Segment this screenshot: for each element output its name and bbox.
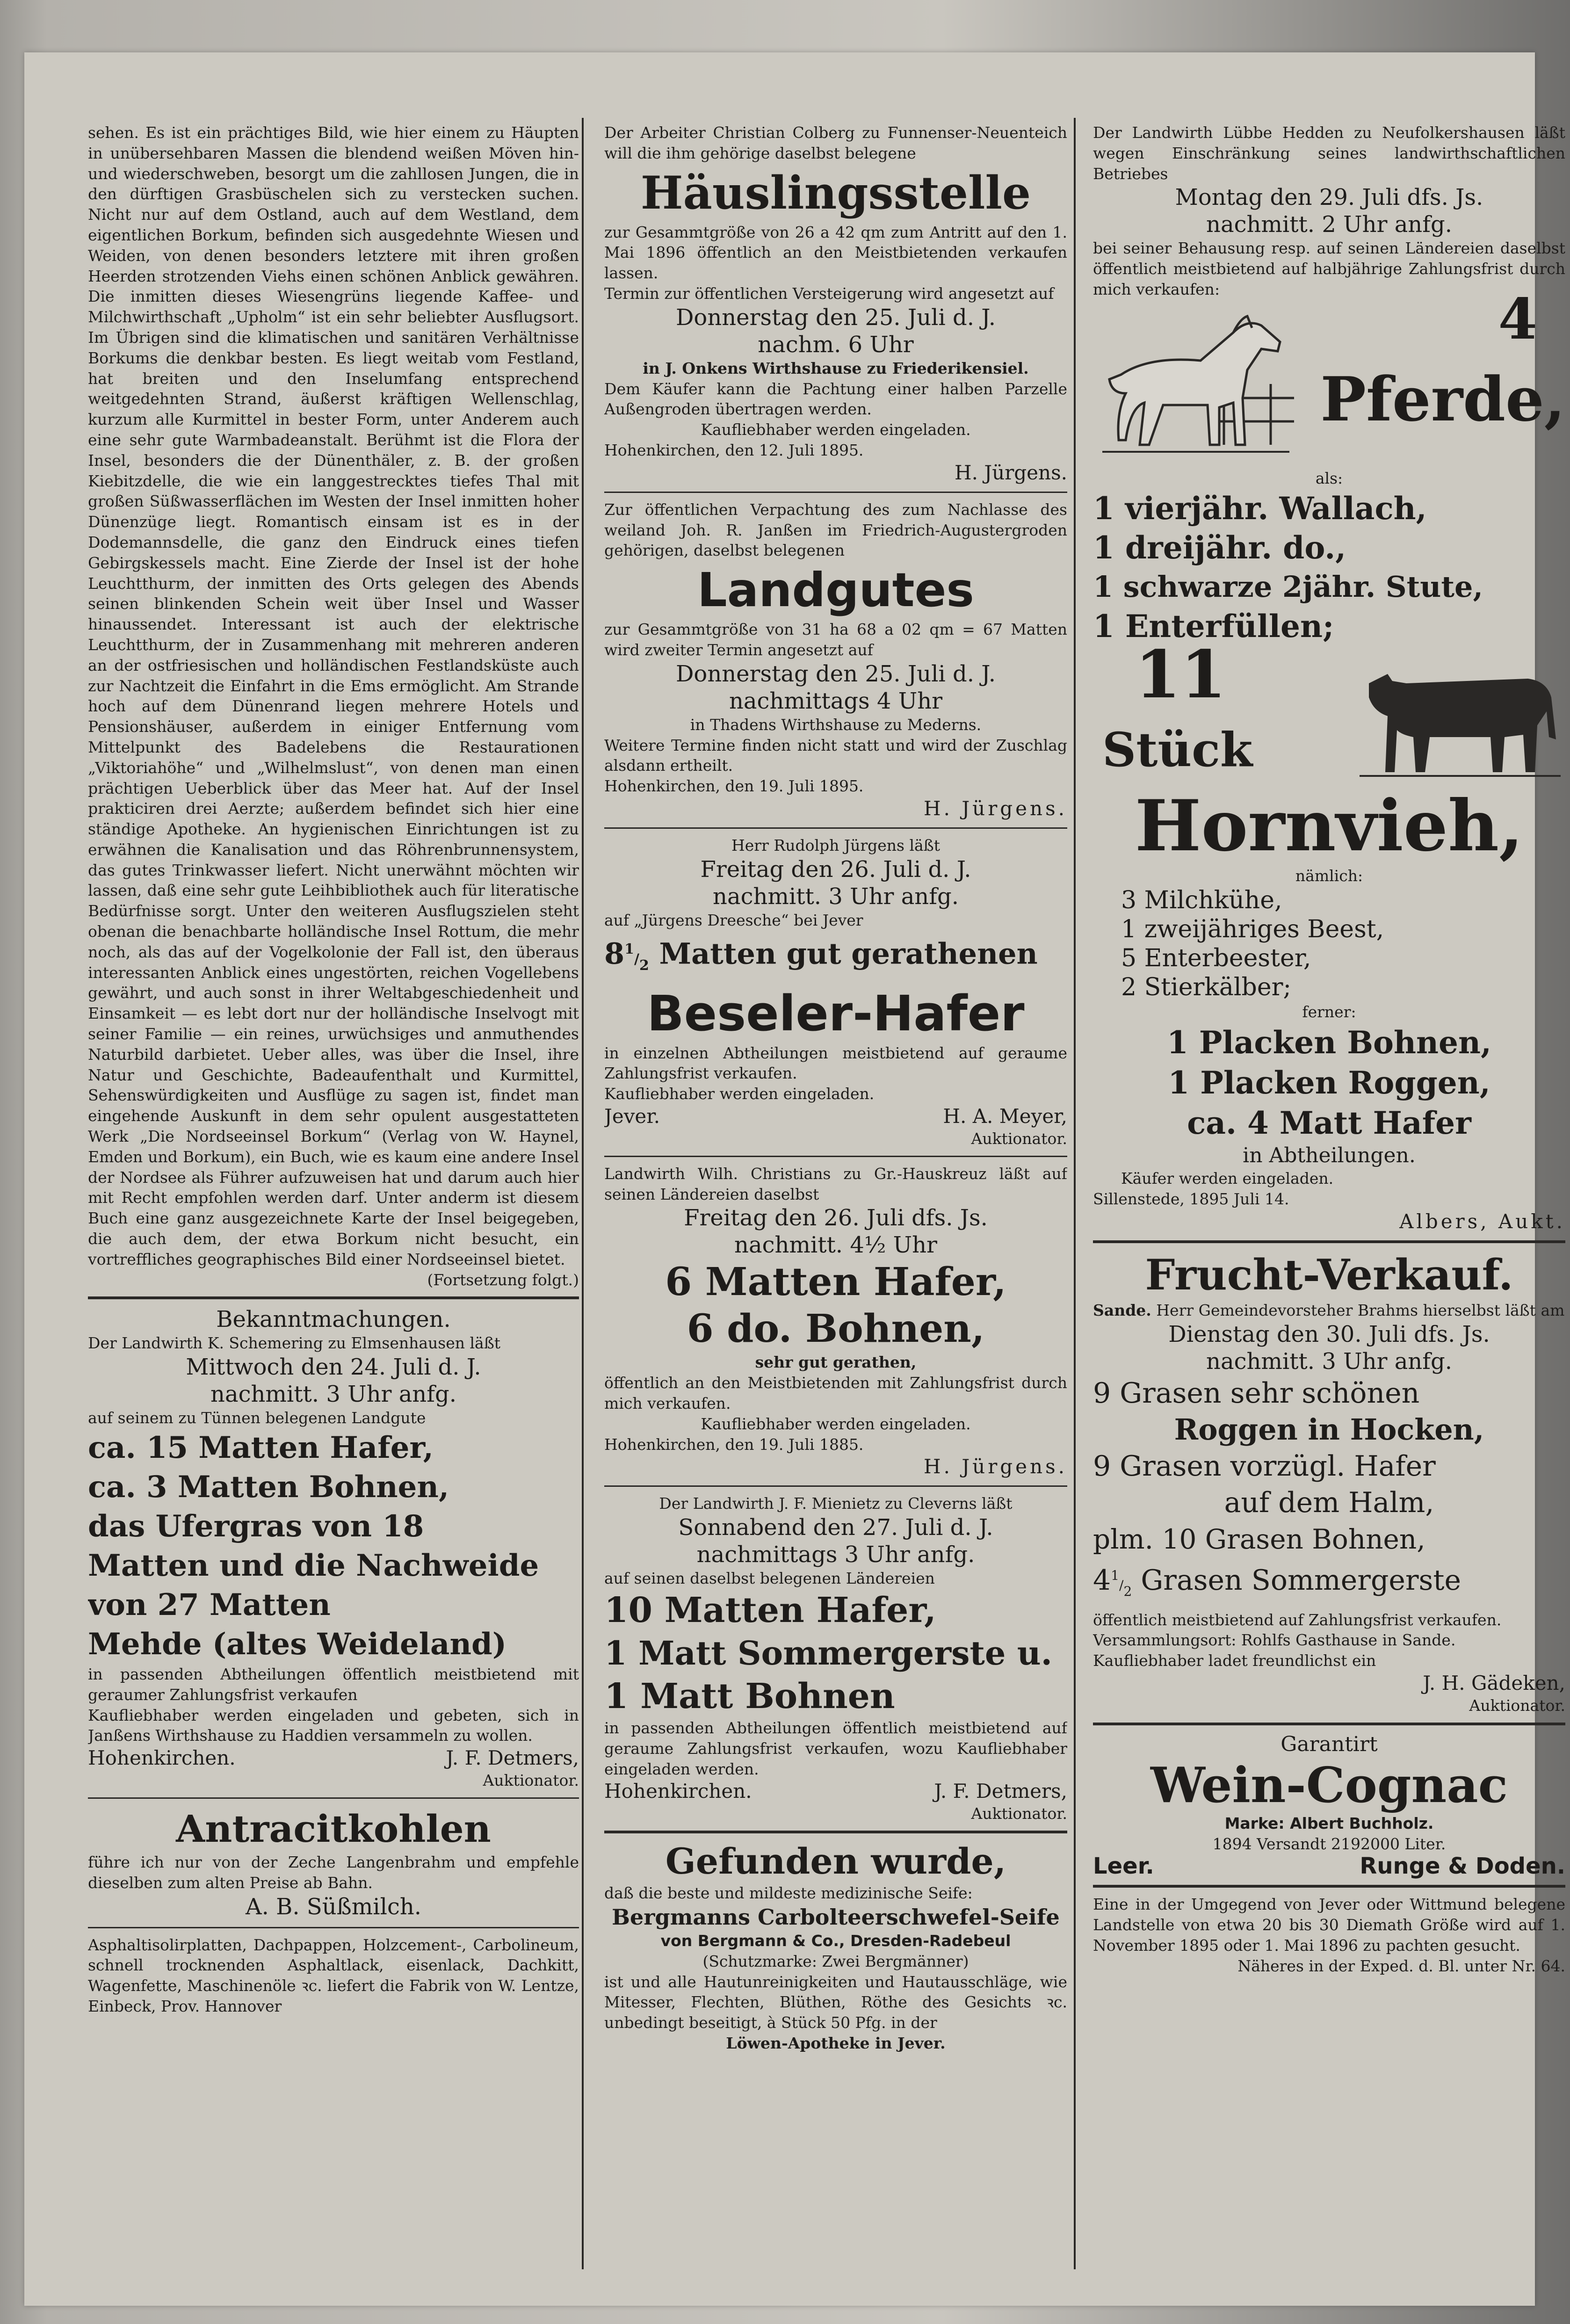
ad-landgutes — [604, 500, 1067, 821]
ad-item: 1 dreijähr. do., — [1093, 529, 1346, 566]
ad-item: Mehde (altes Weideland) — [88, 1627, 506, 1662]
ad-signer: J. F. Detmers, — [446, 1746, 579, 1770]
ad-gefunden — [604, 1840, 1067, 2054]
ad-term: Termin zur öffentlichen Versteigerung wird angesetzt auf — [604, 284, 1054, 303]
ad-firm: Runge & Doden. — [1360, 1853, 1565, 1880]
horse-icon — [1093, 304, 1299, 463]
ad-town: Leer. — [1093, 1853, 1154, 1880]
ad-text: zur Gesammtgröße von 31 ha 68 a 02 qm = 67 Matten wird zweiter Termin angesetzt auf — [604, 620, 1067, 659]
divider — [604, 1156, 1067, 1157]
divider — [1093, 1723, 1565, 1725]
ad-date: Donnerstag den 25. Juli d. J. — [675, 304, 996, 331]
ad-place: bei seiner Behausung resp. auf seinen Ländereien daselbst öffentlich meistbietend auf halbjährige Zahlungsfrist durch mich verkaufen: — [1093, 239, 1565, 298]
ad-title: Antracitkohlen — [176, 1807, 491, 1851]
cattle-count: 11 — [1135, 636, 1226, 713]
ad-label: nämlich: — [1295, 866, 1363, 885]
horse-block — [1093, 286, 1565, 468]
ad-intro: Der Arbeiter Christian Colberg zu Funnenser-Neuenteich will die ihm gehörige daselbst belegene — [604, 123, 1067, 162]
ad-item: ca. 4 Matt Hafer — [1187, 1105, 1471, 1142]
ad-item: 9 Grasen sehr schönen — [1093, 1376, 1420, 1410]
ad-terms: in einzelnen Abtheilungen meistbietend auf geraume Zahlungsfrist verkaufen. — [604, 1043, 1067, 1083]
ad-title: Pferde, — [1320, 363, 1565, 435]
ad-sold: 1894 Versandt 2192000 Liter. — [1212, 1834, 1446, 1853]
quantity-denominator: 2 — [639, 957, 649, 974]
ad-buyers: Kaufliebhaber werden eingeladen. — [701, 1414, 971, 1433]
ad-item: 1 Matt Sommergerste u. — [604, 1633, 1053, 1672]
ad-schemering — [88, 1333, 579, 1791]
ad-signer: J. F. Detmers, — [934, 1780, 1067, 1803]
ad-mark: Marke: Albert Buchholz. — [1224, 1814, 1434, 1832]
ad-intro: Herr Gemeindevorsteher Brahms hierselbst läßt am — [1156, 1301, 1565, 1319]
ad-role: Auktionator. — [971, 1804, 1067, 1823]
quantity-numerator: 1 — [624, 941, 635, 957]
ad-town: Jever. — [604, 1104, 660, 1128]
ad-sub: sehr gut gerathen, — [755, 1353, 917, 1372]
ad-item: Matten und die Nachweide von 27 Matten — [88, 1548, 539, 1623]
ad-dateline: Hohenkirchen, den 12. Juli 1895. — [604, 441, 864, 459]
ad-buyers: Kaufliebhaber werden eingeladen. — [604, 1085, 875, 1103]
ad-signer: H. Jürgens. — [924, 796, 1067, 820]
item-text: Matten gut gerathenen — [659, 936, 1038, 971]
ad-title: Gefunden wurde, — [665, 1840, 1006, 1882]
ad-item: 2 Stierkälber; — [1121, 973, 1291, 1002]
ad-intro: Der Landwirth J. F. Mienietz zu Cleverns läßt — [659, 1494, 1013, 1513]
column-3 — [1093, 123, 1565, 2260]
ad-signer: Albers, Aukt. — [1399, 1209, 1565, 1233]
ad-title: Hornvieh, — [1135, 784, 1524, 867]
ad-item: 1 Enterfüllen; — [1093, 608, 1334, 644]
newspaper-page — [24, 52, 1565, 2306]
ad-buyers: Kaufliebhaber ladet freundlichst ein — [1093, 1651, 1376, 1670]
quantity-numerator: 1 — [1111, 1567, 1120, 1583]
ad-buyers: Käufer werden eingeladen. — [1121, 1169, 1334, 1188]
ad-dateline: Sillenstede, 1895 Juli 14. — [1093, 1189, 1289, 1208]
ad-contact: Näheres in der Exped. d. Bl. unter Nr. 64. — [1237, 1956, 1565, 1975]
ad-town: Hohenkirchen. — [604, 1780, 752, 1803]
ad-place: auf seinen daselbst belegenen Ländereien — [604, 1569, 935, 1588]
ad-signer: H. Jürgens. — [955, 461, 1067, 484]
ad-place: auf seinem zu Tünnen belegenen Landgute — [88, 1409, 426, 1427]
ad-item: 1 Matt Bohnen — [604, 1676, 895, 1716]
ad-shop: Löwen-Apotheke in Jever. — [726, 2034, 946, 2052]
ad-intro: Der Landwirth Lübbe Hedden zu Neufolkershausen läßt wegen Einschränkung seines landwirthschaftlichen Betriebes — [1093, 123, 1565, 183]
ad-item: auf dem Halm, — [1224, 1486, 1434, 1519]
ad-fruchtverkauf — [1093, 1250, 1565, 1716]
column-1 — [88, 123, 579, 2260]
ad-item: $4^1/_2$ Grasen Sommergerste — [1093, 1564, 1461, 1599]
ad-time: nachmittags 4 Uhr — [729, 688, 943, 714]
ad-item: ca. 15 Matten Hafer, — [88, 1430, 434, 1466]
ad-time: nachm. 6 Uhr — [758, 331, 914, 358]
ad-item: 5 Enterbeester, — [1121, 944, 1311, 973]
ad-signer: A. B. Süßmilch. — [245, 1893, 422, 1920]
ad-place: in J. Onkens Wirthshause zu Friederikensiel. — [643, 359, 1029, 377]
ad-item: das Ufergras von 18 — [88, 1509, 424, 1544]
ad-dateline: Hohenkirchen, den 19. Juli 1895. — [604, 777, 864, 796]
divider — [604, 492, 1067, 493]
ad-item: 6 Matten Hafer, — [665, 1260, 1006, 1305]
divider — [88, 1296, 579, 1299]
ad-title: Frucht-Verkauf. — [1145, 1250, 1513, 1300]
ad-item: 1 zweijähriges Beest, — [1121, 915, 1384, 944]
ad-item: 1 vierjähr. Wallach, — [1093, 490, 1427, 527]
cow-icon — [1350, 655, 1565, 782]
ad-intro: daß die beste und mildeste medizinische Seife: — [604, 1884, 973, 1903]
divider — [604, 1485, 1067, 1487]
divider — [1093, 1885, 1565, 1888]
divider — [1093, 1240, 1565, 1243]
ad-place: auf „Jürgens Dreesche“ bei Jever — [604, 911, 863, 929]
ad-buyers: Kaufliebhaber werden eingeladen. — [701, 420, 971, 439]
ad-terms: öffentlich an den Meistbietenden mit Zahlungsfrist durch mich verkaufen. — [604, 1374, 1067, 1412]
ad-text: Eine in der Umgegend von Jever oder Wittmund belegene Landstelle von etwa 20 bis 30 Diemath Größe wird auf 1. November 1895 oder 1. Mai 1896 zu pachten gesucht. — [1093, 1895, 1565, 1955]
ad-cognac — [1093, 1732, 1565, 1879]
ad-title: Landgutes — [697, 563, 974, 618]
ad-mark: (Schutzmarke: Zwei Bergmänner) — [702, 1952, 969, 1970]
ad-intro: Der Landwirth K. Schemering zu Elmsenhausen läßt — [88, 1334, 501, 1353]
ad-product: Bergmanns Carbolteerschwefel-Seife — [612, 1904, 1060, 1930]
quantity-denominator: 2 — [1123, 1583, 1132, 1599]
ad-antracit — [88, 1805, 579, 1920]
ad-time: nachmitt. 3 Uhr anfg. — [713, 883, 959, 910]
ad-date: Dienstag den 30. Juli dfs. Js. — [1168, 1321, 1490, 1347]
ad-item: ca. 3 Matten Bohnen, — [88, 1470, 449, 1505]
ad-item: 10 Matten Hafer, — [604, 1590, 936, 1630]
article-text: sehen. Es ist ein prächtiges Bild, wie hier einem zu Häupten in unübersehbaren Massen die blendend weißen Möven hin- und wiederschweben, besorgt um die zahllosen Jungen, die in den dürftigen Grasbüschelen sich zu verstecken suchen. Nicht nur auf dem Ostland, auch auf dem Westland, dem eigentlichen Borkum, befinden sich ausgedehnte Wiesen und Weiden, von denen besonders letztere mit ihren großen Heerden strotzenden Viehs einen schönen Anblick gewähren. Die inmitten dieses Wiesengrüns liegende Kaffee- und Milchwirthschaft „Upholm“ ist ein sehr beliebter Ausflugsort. Im Übrigen sind die klimatischen und sanitären Verhältnisse Borkums die denkbar besten. Es liegt weitab vom Festland, hat breiten und den Inselumfang entsprechend weitgedehnten Strand, äußerst kräftigen Wellenschlag, kurzum alle Kurmittel in bester Form, unter Anderem auch eine sehr gute Warmbadeanstalt. Berühmt ist die Flora der Insel, besonders die der Dünenthäler, z. B. der großen Kiebitzdelle, die wie ein langgestrecktes tiefes Thal mit großen Süßwasserflächen im Westen der Insel inmitten hoher Dünenzüge liegt. Romantisch einsam ist es in der Dodemannsdelle, die ganz den Eindruck eines tiefen Gebirgskessels macht. Eine Zierde der Insel ist der hohe Leuchtthurm, der inmitten des Orts gelegen des Abends seinen blinkenden Schein weit über Insel und Wasser hinaussendet. Interessant ist auch der elektrische Leuchtthurm, der in Zusammenhang mit mehreren anderen an der ostfriesischen und holländischen Festlandsküste auch zur Nachtzeit die Einfahrt in die Ems ermöglicht. Am Strande hoch auf dem Dünenrand liegen mehrere Hotels und Pensionshäuser, außerdem in einiger Entfernung vom Mittelpunkt des Badelebens die Restaurationen „Viktoriahöhe“ und „Wilhelmslust“, von denen man einen prächtigen Ueberblick über das Meer hat. Auf der Insel prakticiren drei Aerzte; außerdem befindet sich hier eine ständige Apotheke. An hygienischen Einrichtungen ist zu erwähnen die Kanalisation und das Röhrenbrunnensystem, das gutes Trinkwasser liefert. Nicht unerwähnt möchten wir lassen, daß eine sehr gute Leihbibliothek auch für literatische Bedürfnisse sorgt. Unter den weiteren Ausflugszielen steht obenan die benachbarte holländische Insel Rottum, die mehr noch, als das auf der Vogelkolonie der Fall ist, den überaus interessanten Anblick eines ungestörten, reichen Vogellebens gewährt, und auch sonst in ihrer Weltabgeschiedenheit und Einsamkeit — es lebt dort nur der holländische Inselvogt mit seiner Familie — ein reines, urwüchsiges und anmuthendes Naturbild darbietet. Ueber alles, was über die Insel, ihre Natur und Geschichte, Badeaufenthalt und Kurmittel, Sehenswürdigkeiten und Ausflüge zu sagen ist, findet man eingehende Auskunft in dem sehr opulent ausgestatteten Werk „Die Nordseeinsel Borkum“ (Verlag von W. Haynel, Emden und Borkum), ein Buch, wie es kaum eine andere Insel der Nordsee als Führer aufzuweisen hat und darum auch hier mit Recht empfohlen werden darf. Unter anderm ist diesem Buch eine ganz ausgezeichnete Karte der Insel beigegeben, die auch dem, der etwa Borkum nicht besucht, ein vortreffliches geographisches Bild einer Nordseeinsel bietet. — [88, 123, 579, 1268]
ad-intro: Herr Rudolph Jürgens läßt — [731, 836, 940, 854]
ad-item: 1 Placken Roggen, — [1168, 1064, 1490, 1101]
ad-date: Freitag den 26. Juli d. J. — [700, 856, 971, 883]
ad-date: Mittwoch den 24. Juli d. J. — [186, 1354, 481, 1381]
ad-place: in Thadens Wirthshause zu Mederns. — [690, 715, 982, 734]
ad-text: führe ich nur von der Zeche Langenbrahm und empfehle dieselben zum alten Preise ab Bahn. — [88, 1853, 579, 1892]
ad-item: 9 Grasen vorzügl. Hafer — [1093, 1449, 1436, 1483]
ad-item: Roggen in Hocken, — [1174, 1412, 1484, 1447]
column-rule-right — [1074, 118, 1076, 2269]
ad-item: 1 Placken Bohnen, — [1167, 1024, 1491, 1061]
ad-item: $8^1/_2$ Matten gut gerathenen — [604, 936, 1038, 974]
item-text: Grasen Sommergerste — [1141, 1564, 1461, 1597]
ad-role: Auktionator. — [1469, 1696, 1565, 1715]
ad-time: nachmittags 3 Uhr anfg. — [696, 1542, 975, 1568]
ad-role: Auktionator. — [483, 1771, 579, 1790]
column-rule-left — [582, 118, 584, 2269]
ad-date: Sonnabend den 27. Juli d. J. — [678, 1514, 993, 1541]
stueck-label: Stück — [1102, 722, 1253, 777]
ad-terms: öffentlich meistbietend auf Zahlungsfrist verkaufen. — [1093, 1610, 1502, 1629]
ad-note: Weitere Termine finden nicht statt und wird der Zuschlag alsdann ertheilt. — [604, 736, 1067, 775]
ad-christians — [604, 1164, 1067, 1479]
cattle-block — [1093, 636, 1565, 786]
column-2 — [604, 123, 1067, 2260]
ad-terms: in passenden Abtheilungen öffentlich meistbietend auf geraume Zahlungsfrist verkaufen, wozu Kaufliebhaber eingeladen werden. — [604, 1718, 1067, 1778]
ad-buyers: Kaufliebhaber werden eingeladen und gebeten, sich in Janßens Wirthshause zu Haddien versammeln zu wollen. — [88, 1706, 579, 1745]
ad-signer: H. Jürgens. — [924, 1455, 1067, 1478]
ad-hedden — [1093, 123, 1565, 1234]
horse-count: 4 — [1498, 286, 1537, 352]
ad-item: 3 Milchkühe, — [1121, 886, 1282, 915]
ad-terms: in passenden Abtheilungen öffentlich meistbietend mit geraumer Zahlungsfrist verkaufen — [88, 1665, 579, 1704]
ad-asphalt — [88, 1935, 579, 2017]
ad-time: nachmitt. 2 Uhr anfg. — [1206, 211, 1452, 238]
ad-title: Wein-Cognac — [1150, 1756, 1508, 1814]
ad-title: Beseler-Hafer — [647, 985, 1025, 1042]
divider — [88, 1797, 579, 1799]
ad-dateline: Hohenkirchen, den 19. Juli 1885. — [604, 1435, 864, 1454]
ad-item: plm. 10 Grasen Bohnen, — [1093, 1523, 1425, 1555]
ad-mienietz — [604, 1493, 1067, 1824]
ad-town: Hohenkirchen. — [88, 1746, 236, 1770]
divider — [604, 1831, 1067, 1833]
section-heading: Bekanntmachungen. — [216, 1306, 451, 1333]
ad-title: Häuslingsstelle — [640, 166, 1031, 219]
ad-text: Asphaltisolirplatten, Dachpappen, Holzcement-, Carbolineum, schnell trocknenden Asphaltlack, eisenlack, Dachkitt, Wagenfette, Maschinenöle ꝛc. liefert die Fabrik von W. Lentze, Einbeck, Prov. Hannover — [88, 1935, 579, 2015]
ad-role: Auktionator. — [971, 1129, 1067, 1148]
ad-time: nachmitt. 3 Uhr anfg. — [1206, 1348, 1452, 1375]
ad-intro: Zur öffentlichen Verpachtung des zum Nachlasse des weiland Joh. R. Janßen im Friedrich-Augustergroden gehörigen, daselbst belegenen — [604, 500, 1067, 560]
ad-top: Garantirt — [1281, 1732, 1378, 1756]
ad-time: nachmitt. 3 Uhr anfg. — [210, 1381, 456, 1408]
ad-maker: von Bergmann & Co., Dresden-Radebeul — [660, 1931, 1011, 1950]
ad-date: Freitag den 26. Juli dfs. Js. — [684, 1205, 988, 1231]
ad-text: ist und alle Hautunreinigkeiten und Hautausschläge, wie Mitesser, Flechten, Blüthen, Röthe des Gesichts ꝛc. unbedingt beseitigt, à Stück 50 Pfg. in der — [604, 1972, 1067, 2032]
ad-note: Dem Käufer kann die Pachtung einer halben Parzelle Außengroden übertragen werden. — [604, 379, 1067, 419]
continued-note: (Fortsetzung folgt.) — [427, 1270, 579, 1289]
ad-date: Montag den 29. Juli dfs. Js. — [1175, 184, 1483, 211]
quantity-whole: 4 — [1093, 1564, 1111, 1597]
ad-landstelle — [1093, 1894, 1565, 1976]
ad-time: nachmitt. 4½ Uhr — [734, 1232, 937, 1259]
ad-date: Donnerstag den 25. Juli d. J. — [675, 660, 996, 687]
ad-signer: H. A. Meyer, — [943, 1104, 1067, 1128]
ad-meet: Versammlungsort: Rohlfs Gasthause in Sande. — [1093, 1631, 1456, 1650]
ad-beseler-hafer — [604, 835, 1067, 1149]
ad-label: ferner: — [1302, 1003, 1356, 1021]
divider — [604, 827, 1067, 829]
ad-item: 6 do. Bohnen, — [687, 1306, 985, 1352]
ad-label: als: — [1315, 469, 1343, 487]
quantity-whole: 8 — [604, 936, 625, 971]
ad-intro: Landwirth Wilh. Christians zu Gr.-Hauskreuz läßt auf seinen Ländereien daselbst — [604, 1164, 1067, 1203]
ad-place: Sande. — [1093, 1301, 1151, 1319]
ad-abt: in Abtheilungen. — [1243, 1144, 1416, 1168]
ad-text: zur Gesammtgröße von 26 a 42 qm zum Antritt auf den 1. Mai 1896 öffentlich an den Meistbietenden verkaufen lassen. — [604, 223, 1067, 282]
ad-signer: J. H. Gädeken, — [1423, 1671, 1565, 1694]
ad-item: 1 schwarze 2jähr. Stute, — [1093, 569, 1483, 604]
divider — [88, 1927, 579, 1928]
ad-haeuslingsstelle — [604, 123, 1067, 485]
